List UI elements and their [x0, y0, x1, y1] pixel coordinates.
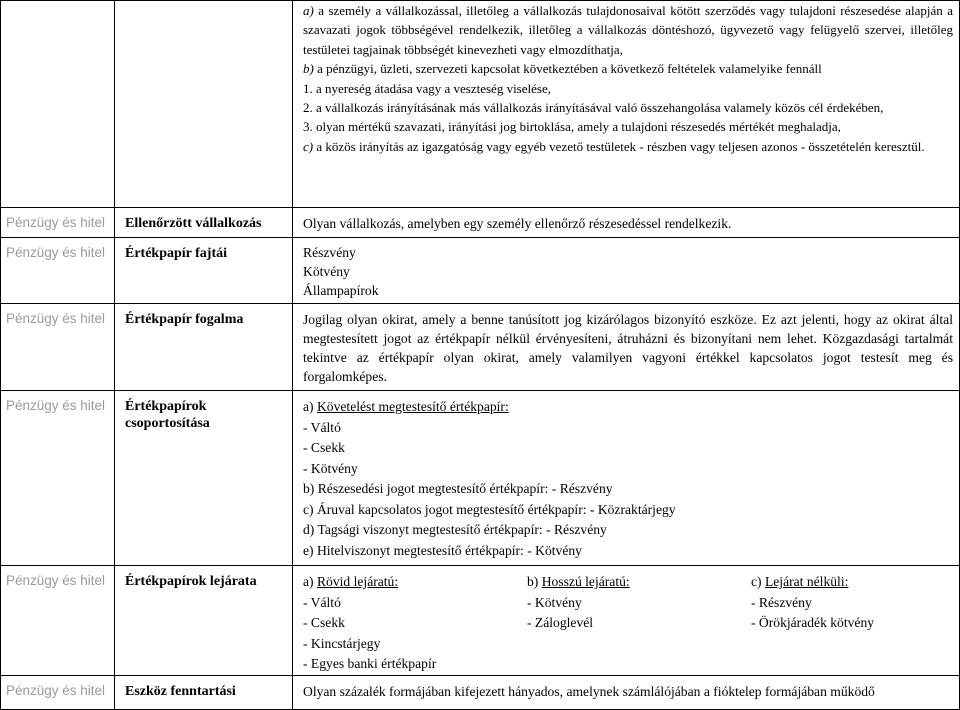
list-item: - Egyes banki értékpapír — [303, 656, 437, 671]
list-item: - Kötvény — [527, 594, 582, 610]
list-item: - Váltó — [303, 419, 341, 435]
maturity-group — [741, 572, 951, 675]
list-item: - Záloglevél — [527, 615, 594, 630]
table-row — [1, 238, 960, 304]
definition-text: Olyan százalék formájában kifejezett hányados, amelynek számlálójában a fióktelep formájában működő — [303, 684, 875, 699]
category-label: Pénzügy és hitel — [1, 304, 115, 391]
list-item: - Váltó — [303, 594, 341, 610]
table-row — [1, 304, 960, 391]
list-item: - Kötvény — [303, 460, 358, 476]
definition-cell — [293, 304, 960, 391]
list-item: Részvény — [303, 245, 356, 260]
table-row — [1, 1, 960, 208]
definition-text: a pénzügyi, üzleti, szervezeti kapcsolat következtében a következő feltételek valamelyike fennáll — [317, 61, 822, 77]
list-prefix: b) — [527, 574, 542, 589]
list-item: e) Hitelviszonyt megtestesítő értékpapír: - Kötvény — [303, 542, 582, 558]
term-cell — [115, 1, 293, 208]
list-item: Állampapírok — [303, 283, 379, 298]
list-item: - Kincstárjegy — [303, 635, 381, 651]
group-title: Hosszú lejáratú: — [541, 574, 630, 589]
table-row — [1, 566, 960, 676]
category-label: Pénzügy és hitel — [1, 676, 115, 710]
definition-text: a közös irányítás az igazgatóság vagy egyéb vezető testületek - részben vagy teljesen azonos - összetételén keresztül. — [316, 138, 925, 154]
maturity-group — [517, 572, 741, 675]
category-cell — [1, 1, 115, 208]
list-item: - Csekk — [303, 615, 345, 630]
list-item: - Részvény — [751, 594, 812, 610]
definition-cell — [293, 1, 960, 208]
term-label: Eszköz fenntartási — [115, 676, 293, 710]
definition-text: 3. olyan mértékű szavazati, irányítási jog birtoklása, amely a tulajdoni részesedés mértékét meghaladja, — [303, 119, 841, 135]
list-prefix: c) — [751, 574, 765, 589]
maturity-group — [293, 572, 517, 675]
group-title: Követelést megtestesítő értékpapír: — [316, 399, 509, 414]
term-label: Értékpapír fogalma — [115, 304, 293, 391]
definition-cell — [293, 676, 960, 710]
definition-text: a személy a vállalkozással, illetőleg a vállalkozás tulajdonosaival kötött szerződés vagy tulajdoni részesedése alapján a szavazati jogok többségével rendelkezik, illetőleg a vállalkozás döntéshozó, ügyvezető vagy felügyelő szervei, illetőleg testületei tagjainak többségét kinevezheti vagy elmozdíthatja, — [303, 3, 953, 57]
item-label: a) — [303, 3, 314, 18]
definition-text: Jogilag olyan okirat, amely a benne tanúsított jog kizárólagos bizonyító eszköze. Ez azt jelenti, hogy az okirat által megtestesített jogot az értékpapír nélkül érvényesíteni, átruházni és bizonyítani nem lehet. Közgazdasági tartalmát tekintve az értékpapír olyan okirat, amely valamilyen vagyoni értékkel kapcsolatos jogot testesít meg és forgalomképes. — [303, 312, 953, 384]
term-label: Értékpapír fajtái — [115, 238, 293, 304]
table-row — [1, 391, 960, 566]
term-label: Értékpapírok lejárata — [115, 566, 293, 676]
group-title: Lejárat nélküli: — [764, 574, 849, 589]
term-label: Ellenőrzött vállalkozás — [115, 208, 293, 238]
list-prefix: a) — [303, 399, 317, 414]
list-item: - Csekk — [303, 440, 345, 455]
table-row — [1, 208, 960, 238]
group-title: Rövid lejáratú: — [316, 574, 399, 589]
list-prefix: a) — [303, 574, 317, 589]
maturity-groups — [293, 572, 959, 675]
definition-cell — [293, 238, 960, 304]
term-label: Értékpapírok csoportosítása — [115, 391, 293, 566]
definition-cell — [293, 566, 960, 676]
category-label: Pénzügy és hitel — [1, 238, 115, 304]
definition-text: 1. a nyereség átadása vagy a veszteség viselése, — [303, 80, 551, 96]
category-label: Pénzügy és hitel — [1, 566, 115, 676]
category-label: Pénzügy és hitel — [1, 391, 115, 566]
list-item: - Örökjáradék kötvény — [751, 615, 875, 630]
definition-text: Olyan vállalkozás, amelyben egy személy ellenőrző részesedéssel rendelkezik. — [303, 216, 732, 231]
list-item: Kötvény — [303, 264, 350, 279]
definition-text: 2. a vállalkozás irányításának más vállalkozás irányításával való összehangolása valamely közös cél érdekében, — [303, 100, 884, 116]
list-item: d) Tagsági viszonyt megtestesítő értékpapír: - Részvény — [303, 522, 607, 537]
table-row — [1, 676, 960, 710]
list-item: b) Részesedési jogot megtestesítő értékpapír: - Részvény — [303, 481, 613, 496]
definition-cell — [293, 391, 960, 566]
item-label: b) — [303, 61, 314, 77]
definition-cell — [293, 208, 960, 238]
item-label: c) — [303, 138, 314, 154]
category-label: Pénzügy és hitel — [1, 208, 115, 238]
list-item: c) Áruval kapcsolatos jogot megtestesítő értékpapír: - Közraktárjegy — [303, 501, 676, 517]
